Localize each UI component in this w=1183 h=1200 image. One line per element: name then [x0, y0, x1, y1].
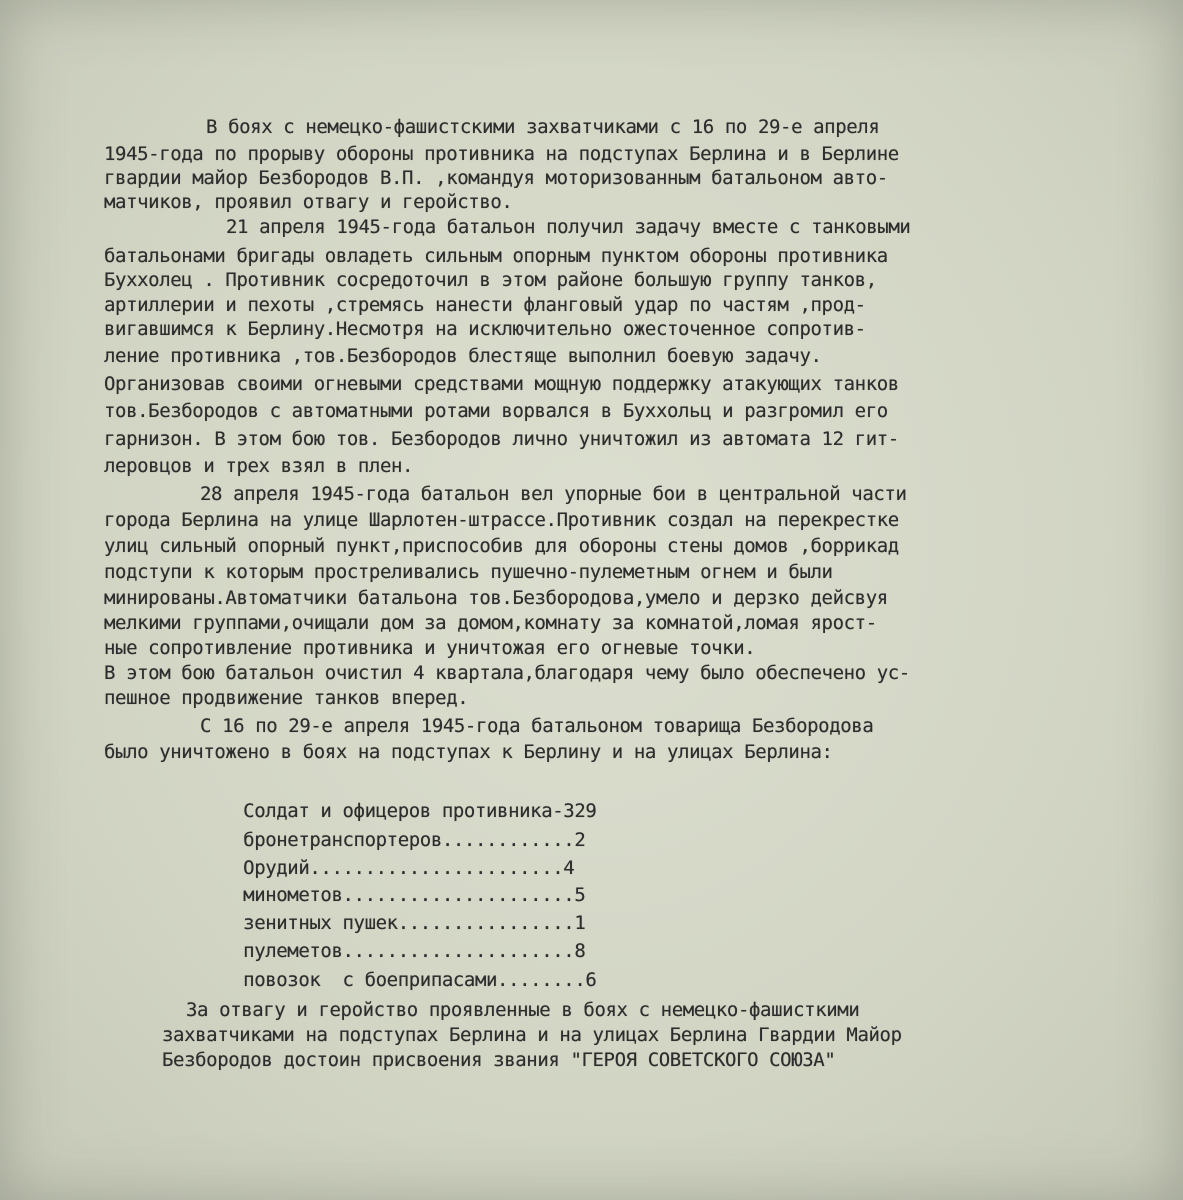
text-line: тов.Безбородов с автоматными ротами ворвался в Буххольц и разгромил его	[104, 400, 888, 422]
losses-value: 329	[563, 800, 597, 822]
text-line: С 16 по 29-е апреля 1945-года батальоном товарища Безбородова	[200, 715, 874, 737]
losses-item: минометов.....................	[243, 884, 575, 906]
text-line: 28 апреля 1945-года батальон вел упорные бои в центральной части	[200, 483, 907, 505]
losses-value: 6	[585, 969, 597, 991]
losses-row	[199, 853, 639, 906]
losses-row	[199, 881, 639, 934]
losses-value: 4	[563, 857, 575, 879]
text-line: батальонами бригады овладеть сильным опорным пунктом обороны противника	[104, 245, 888, 267]
losses-row	[199, 769, 639, 822]
text-line: вигавшимся к Берлину.Несмотря на исключительно ожесточенное сопротив-	[104, 318, 866, 340]
text-line: За отвагу и геройство проявленные в боях с немецко-фашисткими	[186, 999, 860, 1021]
text-line: 21 апреля 1945-года батальон получил задачу вместе с танковыми	[226, 216, 911, 238]
losses-value: 1	[574, 912, 586, 934]
text-line: матчиков, проявил отвагу и геройство.	[104, 191, 513, 213]
losses-row	[199, 909, 639, 962]
text-line: артиллерии и пехоты ,стремясь нанести фланговый удар по частям ,прод-	[104, 294, 866, 316]
text-line: ление противника ,тов.Безбородов блестяще выполнил боевую задачу.	[104, 345, 822, 367]
text-line: 1945-года по прорыву обороны противника на подступах Берлина и в Берлине	[104, 143, 899, 165]
text-line: пешное продвижение танков вперед.	[104, 687, 469, 709]
losses-row	[199, 826, 639, 879]
text-line: Безбородов достоин присвоения звания "ГЕРОЯ СОВЕТСКОГО СОЮЗА"	[162, 1049, 836, 1071]
text-line: гарнизон. В этом бою тов. Безбородов лично уничтожил из автомата 12 гит-	[104, 428, 899, 450]
losses-row	[199, 798, 639, 851]
losses-item: Солдат и офицеров противника-	[243, 800, 564, 822]
text-line: В боях с немецко-фашистскими захватчиками с 16 по 29-е апреля	[206, 116, 880, 138]
text-line: захватчиками на подступах Берлина и на улицах Берлина Гвардии Майор	[162, 1024, 902, 1046]
text-line: минированы.Автоматчики батальона тов.Безбородова,умело и дерзко дейсвуя	[104, 587, 888, 609]
text-line: подступи к которым простреливались пушечно-пулеметным огнем и были	[104, 561, 833, 583]
text-line: было уничтожено в боях на подступах к Берлину и на улицах Берлина:	[104, 741, 833, 763]
text-line: города Берлина на улице Шарлотен-штрассе.Противник создал на перекрестке	[104, 509, 899, 531]
losses-item: зенитных пушек................	[243, 912, 575, 934]
text-line: леровцов и трех взял в плен.	[104, 455, 414, 477]
text-line: В этом бою батальон очистил 4 квартала,благодаря чему было обеспечено ус-	[104, 662, 910, 684]
text-line: улиц сильный опорный пункт,приспособив для обороны стены домов ,боррикад	[104, 535, 899, 557]
losses-value: 2	[574, 829, 586, 851]
losses-value: 5	[574, 884, 586, 906]
text-line: Буххолец . Противник сосредоточил в этом районе большую группу танков,	[104, 269, 877, 291]
losses-item: повозок с боеприпасами........	[243, 969, 586, 991]
losses-item: пулеметов.....................	[243, 940, 575, 962]
losses-value: 8	[574, 940, 586, 962]
text-line: мелкими группами,очищали дом за домом,комнату за комнатой,ломая ярост-	[104, 612, 877, 634]
text-line: гвардии майор Безбородов В.П. ,командуя моторизованным батальоном авто-	[104, 167, 888, 189]
losses-row	[199, 938, 639, 991]
losses-item: Орудий.......................	[243, 857, 564, 879]
text-line: ные сопротивление противника и уничтожая его огневые точки.	[104, 637, 756, 659]
losses-item: бронетранспортеров............	[243, 829, 575, 851]
text-line: Организовав своими огневыми средствами мощную поддержку атакующих танков	[104, 373, 899, 395]
